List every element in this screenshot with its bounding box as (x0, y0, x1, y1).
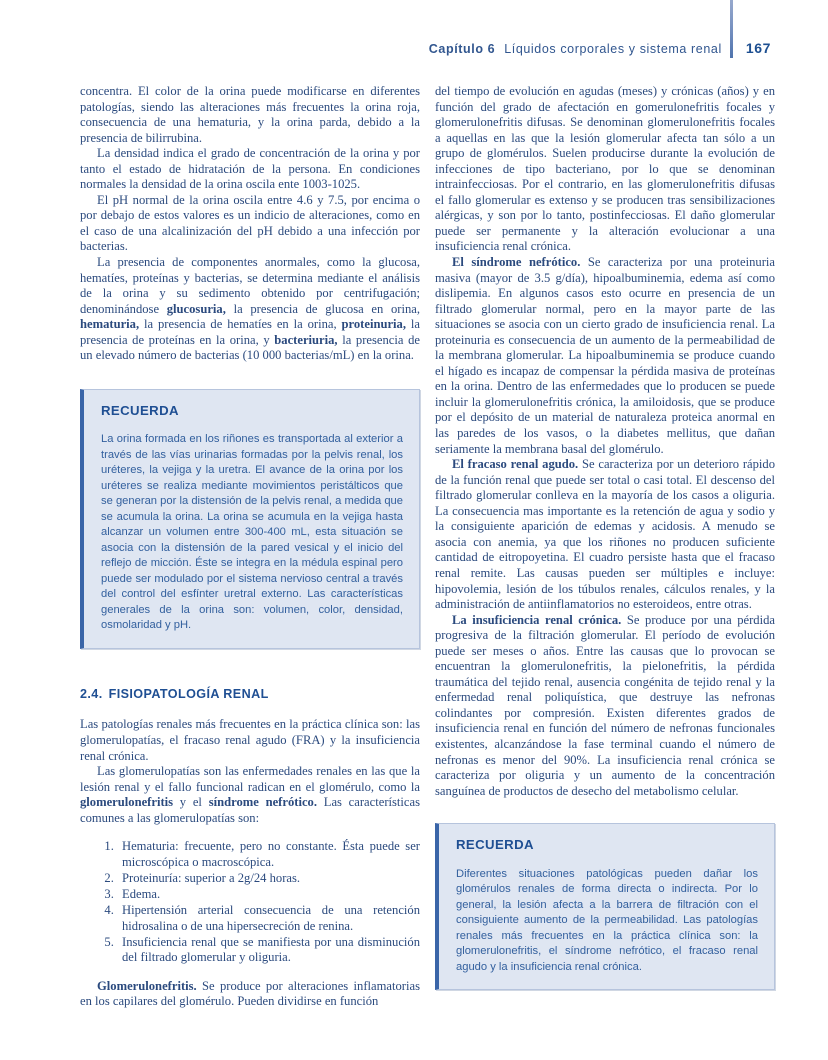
term-sindrome-nefrotico-heading: El síndrome nefrótico. (452, 255, 581, 270)
text-run: la presencia de hematíes en la orina, (139, 317, 342, 332)
paragraph: concentra. El color de la orina puede modificarse en diferentes patologías, siendo las alteraciones más frecuentes la orina roja, consecuencia de una hematuria, y la orina parda, debido a la presencia de bilirrubina. (80, 84, 420, 145)
text-run: Se produce por alteraciones inflamatorias en los capilares del glomérulo. Pueden dividirse en función (80, 978, 420, 1009)
text-run: Se caracteriza por un deterioro rápido de la función renal que puede ser total o casi total. El descenso del filtrado glomerular conlleva en la mayoría de los casos a oliguria. La consecuencia mas importante es la retención de agua y sodio y la consiguiente aparición de edemas y acidosis. A menudo se asocia con anemia, ya que los riñones no producen suficiente cantidad de eitropoyetina. El cuadro persiste hasta que el fracaso renal remite. Las causas pueden ser múltiples e incluye: hipovolemia, lesión de los túbulos renales, cálculos renales, y la administración de antiinflamatorios no esteroideos, entre otras. (435, 457, 775, 612)
paragraph: El pH normal de la orina oscila entre 4.6 y 7.5, por encima o por debajo de estos valores es un indicio de alteraciones, como en el caso de una alcalinización del pH debido a una infección por bacterias. (80, 192, 420, 254)
paragraph-glomerulopatias (80, 764, 420, 826)
callout-title: RECUERDA (101, 402, 179, 418)
header-vertical-rule (730, 0, 733, 58)
section-title: FISIOPATOLOGÍA RENAL (108, 686, 269, 701)
chapter-label: Capítulo 6 (428, 42, 496, 56)
callout-recuerda-right (435, 823, 775, 990)
callout-body: La orina formada en los riñones es transportada al exterior a través de las vías urinarias formadas por la pelvis renal, los uréteres, la vejiga y la uretra. El avance de la orina por los uréteres se realiza mediante movimientos peristálticos que se generan por la distensión de la pelvis renal, a medida que se acumula la orina. La orina se acumula en la vejiga hasta alcanzar un volumen entre 300-400 mL, esta situación se asocia con la distensión de la pared vesical y el inicio del reflejo de micción. Éste se integra en la médula espinal pero puede ser modulado por el sistema nervioso central a través del control del esfínter uretral externo. Las características generales de la orina son: volumen, color, densidad, osmolaridad y pH. (101, 433, 403, 632)
paragraph: del tiempo de evolución en agudas (meses) y crónicas (años) y en función del grado de afectación en gomerulonefritis focales y glomerulonefritis difusas. Se denominan glomerulonefritis focales a aquellas en las que la lesión glomerular afecta tan sólo a un grupo de glomérulos. Suelen producirse durante la evolución de infecciones de tipo bacteriano, por lo que se denominan intrainfecciosas. Por el contrario, en las glomerulonefritis difusas el fallo glomerular es extenso y se producen tras sensibilizaciones alérgicas, y son por lo tanto, postinfecciosas. El daño glomerular puede ser permanente y la alteración evolucionar a una insuficiencia renal crónica. (435, 84, 775, 254)
text-run: La presencia de componentes anormales, como la glucosa, hematíes, proteínas y bacterias, se determina mediante el análisis de la orina y su sedimento obtenido por centrifugación; denominándose (80, 255, 420, 316)
paragraph-fracaso-renal-agudo (435, 457, 775, 612)
paragraph-sindrome-nefrotico (435, 255, 775, 457)
text-run: Las glomerulopatías son las enfermedades renales en las que la lesión renal y el fallo funcional radican en el glomérulo, como la (80, 764, 420, 794)
term-bacteriuria: bacteriuria, (274, 332, 338, 347)
text-run: la presencia de un elevado número de bacterias (10 000 bacterias/mL) en la orina. (80, 332, 420, 363)
characteristics-list (80, 839, 420, 965)
list-item: 2. Proteinuría: superior a 2g/24 horas. (117, 871, 420, 887)
left-column (80, 84, 420, 1010)
section-number: 2.4. (80, 686, 103, 701)
callout-body: Diferentes situaciones patológicas pueden dañar los glomérulos renales de forma directa o indirecta. Por lo general, la lesión afecta a la barrera de filtración con el consiguiente aumento de la permeabilidad. Las patologías renales más frecuentes en la práctica clínica son: la glomerulonefritis, el síndrome nefrótico, el fracaso renal agudo y la insuficiencia renal crónica. (456, 867, 758, 973)
callout-recuerda-left (80, 389, 420, 649)
chapter-title: Líquidos corporales y sistema renal (504, 42, 722, 56)
term-proteinuria: proteinuria, (341, 317, 406, 332)
paragraph: Las patologías renales más frecuentes en la práctica clínica son: las glomerulopatías, el fracaso renal agudo (FRA) y la insuficiencia renal crónica. (80, 717, 420, 763)
callout-title: RECUERDA (456, 837, 534, 853)
list-item: 1. Hematuria: frecuente, pero no constante. Ésta puede ser microscópica o macroscópica. (117, 839, 420, 870)
term-fracaso-renal-heading: El fracaso renal agudo. (452, 457, 579, 472)
text-run: Se caracteriza por una proteinuria masiva (mayor de 3.5 g/día), hipoalbuminemia, edema así como dislipemia. En algunos casos esto ocurre en presencia de un filtrado glomerular normal, pero en la mayor parte de las situaciones se asocia con un cierto grado de insuficiencia renal. La proteinuria es consecuencia de un aumento de la permeabilidad de la membrana glomerular. La hipoalbuminemia se produce cuando el hígado es incapaz de compensar la pérdida masiva de proteínas en la orina. Dentro de las enfermedades que lo producen se puede incluir la glomerulonefritis crónica, la amiloidosis, que se produce por el depósito de un material de naturaleza proteica anormal en las paredes de los vasos, o la diabetes mellitus, que dañan seriamente la membrana basal del glomérulo. (435, 255, 775, 456)
list-item: 4. Hipertensión arterial consecuencia de una retención hidrosalina o de una hipersecreción de renina. (117, 903, 420, 934)
paragraph-components (80, 255, 420, 364)
page-number: 167 (745, 40, 771, 56)
list-item: 5. Insuficiencia renal que se manifiesta por una disminución del filtrado glomerular y oliguria. (117, 935, 420, 966)
term-glomerulonefritis-heading: Glomerulonefritis. (97, 978, 197, 993)
running-head (80, 40, 771, 62)
term-glomerulonefritis: glomerulonefritis (80, 795, 174, 810)
list-item: 3. Edema. (117, 887, 420, 903)
term-glucosuria: glucosuria, (166, 301, 226, 316)
text-run: y el (173, 795, 209, 810)
paragraph-insuficiencia-cronica (435, 613, 775, 800)
right-column (435, 84, 775, 990)
text-run: Se produce por una pérdida progresiva de la filtración glomerular. El período de evolución puede ser meses o años. Entre las causas que lo provocan se encuentran la glomerulonefritis, la pielonefritis, la pérdida traumática del tejido renal, ausencia congénita de tejido renal y la enfermedad renal poliquística, que destruye las nefronas colindantes por compresión. Existen diferentes grados de insuficiencia renal en función del número de nefronas funcionales existentes, alcanzándose la fase terminal cuando el número de nefronas es menor del 90%. La insuficiencia renal crónica se caracteriza por oliguria y un aumento de la concentración sanguínea de productos de desecho del metabolismo celular. (435, 612, 775, 798)
text-run: la presencia de proteínas en la orina, y (80, 317, 420, 347)
term-sindrome-nefrotico: síndrome nefrótico. (208, 795, 317, 810)
section-heading (80, 687, 420, 703)
term-hematuria: hematuria, (80, 317, 140, 332)
text-run: la presencia de glucosa en orina, (225, 301, 420, 316)
text-run: Las características comunes a las glomerulopatías son: (80, 795, 420, 825)
paragraph-glomerulonefritis (80, 979, 420, 1010)
paragraph: La densidad indica el grado de concentración de la orina y por tanto el estado de hidratación de la persona. En condiciones normales la densidad de la orina oscila ente 1003-1025. (80, 146, 420, 192)
term-insuficiencia-cronica-heading: La insuficiencia renal crónica. (452, 612, 622, 627)
